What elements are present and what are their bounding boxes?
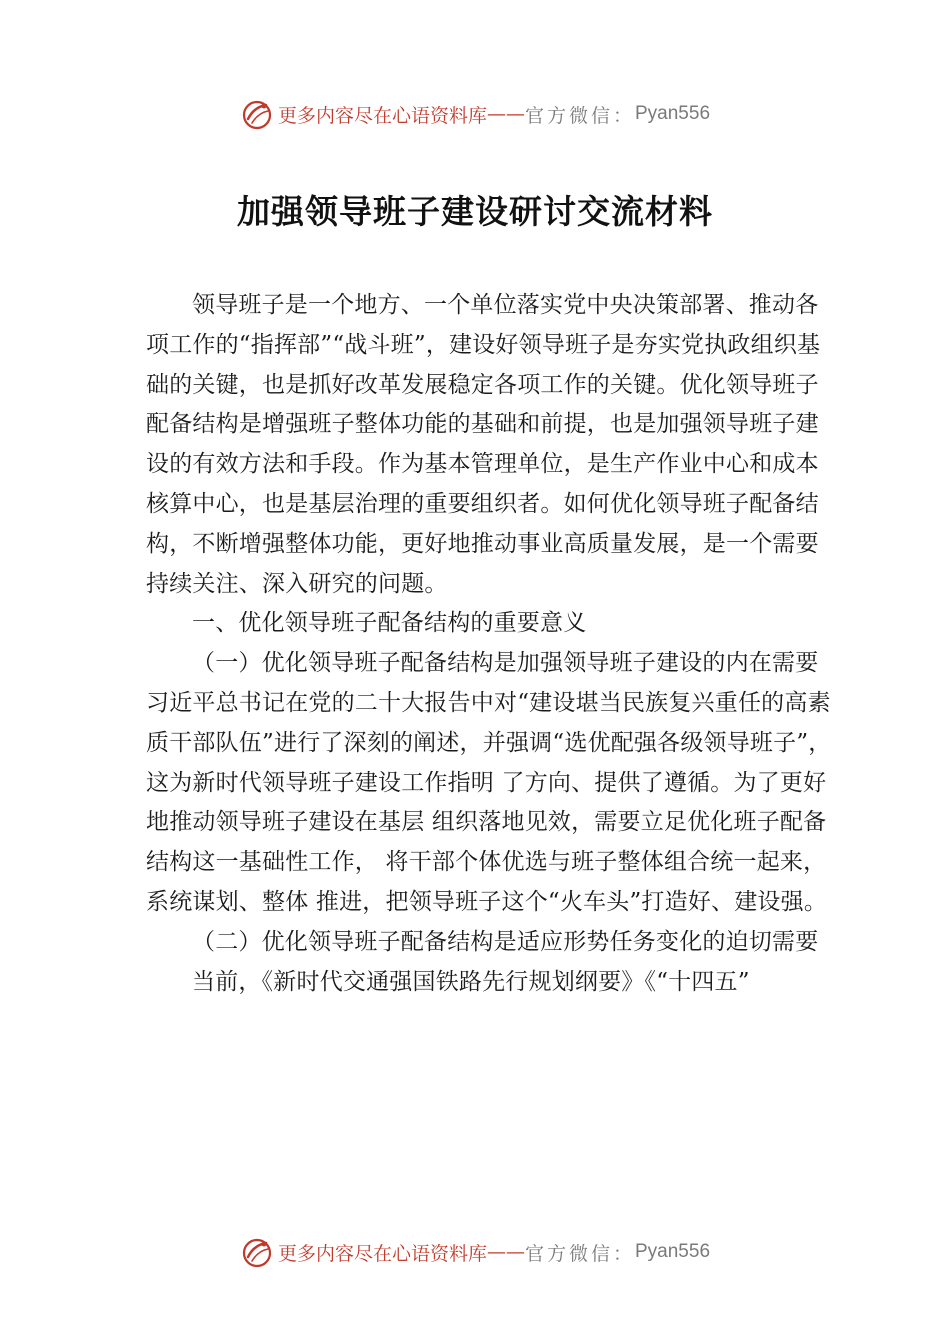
header-banner: [0, 96, 950, 132]
header-wechat-label: 官方微信：: [524, 104, 635, 127]
section-heading-1: 一、优化领导班子配备结构的重要意义: [192, 610, 587, 637]
header-wechat-id: Pyan556: [635, 103, 711, 124]
paragraph-current: 当前，《新时代交通强国铁路先行规划纲要》《“十四五”: [192, 968, 750, 995]
footer-library-text: 更多内容尽在心语资料库: [277, 1242, 487, 1265]
header-dash: ——: [486, 103, 525, 125]
subsection-1: （一）优化领导班子配备结构是加强领导班子建设的内在需要习近平总书记在党的二十大报告中对“建设堪当民族复兴重任的高素质干部队伍”进行了深刻的阐述，并强调“选优配强各级领导班子”，这为新时代领导班子建设工作指明 了方向、提供了遵循。为了更好地推动领导班子建设在基层 组织落地见效，需要立足优化班子配备结构这一基础性工作， 将干部个体优选与班子整体组合统一起来，系统谋划、整体 推进，把领导班子这个“火车头”打造好、建设强。: [146, 650, 832, 915]
document-title: 加强领导班子建设研讨交流材料: [237, 192, 713, 231]
header-library-text: 更多内容尽在心语资料库: [277, 104, 487, 127]
brush-logo-icon: [240, 1235, 274, 1269]
footer-banner: [0, 1234, 950, 1270]
paragraph-intro: 领导班子是一个地方、一个单位落实党中央决策部署、推动各项工作的“指挥部”“战斗班”，建设好领导班子是夯实党执政组织基础的关键，也是抓好改革发展稳定各项工作的关键。优化领导班子配备结构是增强班子整体功能的基础和前提，也是加强领导班子建设的有效方法和手段。作为基本管理单位，是生产作业中心和成本核算中心，也是基层治理的重要组织者。如何优化领导班子配备结构，不断增强整体功能，更好地推动事业高质量发展，是一个需要持续关注、深入研究的问题。: [146, 292, 821, 597]
subsection-2: （二）优化领导班子配备结构是适应形势任务变化的迫切需要: [192, 928, 819, 955]
footer-wechat-label: 官方微信：: [524, 1242, 635, 1265]
document-body: [146, 286, 836, 1002]
footer-dash: ——: [486, 1241, 525, 1263]
footer-wechat-id: Pyan556: [635, 1241, 711, 1262]
brush-logo-icon: [240, 97, 274, 131]
